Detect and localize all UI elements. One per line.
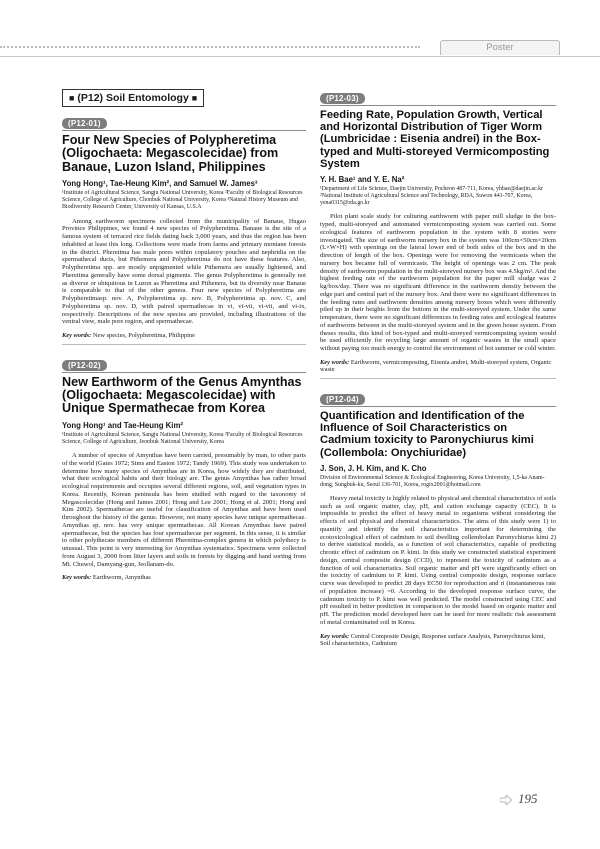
keywords-label: Key words: (62, 574, 92, 582)
header-dotted-rule (0, 46, 420, 48)
keywords-label: Key words: (320, 358, 350, 366)
tag-rule (62, 130, 306, 131)
article-abstract: Heavy metal toxicity is highly related to physical and chemical characteristics of soils such as soil organic matter, clay, pH, and cation exchange capacity (CEC). It is impossible to predict the effect of heavy metal to organisms without considering the effects of soil physical and chemical characteristics. The aims of this study were 1) to quantify and identify the soil characteristics important for determining the ecotoxicological effect of cadmium to soil dwelling collembolan Paronychiurus kimi 2) to derive statistical models, as a function of soil characteristics, capable of predicting chronic effect of cadmium on P. kimi. In this study we constructed statistical experiment design, central composite design (CCD), to represent the toxicity of cadmium as a function of soil characteristics. Soil organic matter and pH were significantly effect on the toxicity of cadmium to P. kimi. Using central composite design, response surface curve was developed to predict 28 days EC50 for reproduction and ri (instantaneous rate of population increase) =0. According to the developed response surface curve, the cadmium toxicity to P. kimi was well predicted. The model constructed using CEC and pH resulted in better prediction in comparison to the model based on organic matter and pH. The prediction model developed here can be used for more realistic risk assessment of metal contaminated soil in Korea. (320, 494, 556, 626)
article-affiliations: ¹Department of Life Science, Daejin University, Pocheon 487-711, Korea, yhbae@daejin.ac.kr ²National Institute of Agricultural Science and Technology, RDA, Suwon 441-707, Korea, yena0315@rda.go.kr (320, 186, 543, 207)
article-keywords (320, 633, 556, 652)
article-p12-03 (320, 88, 556, 379)
article-affiliations: Division of Environmental Science & Ecological Engineering, Korea University, 1,5-ka Anam-dong, Sungbuk-ku, Seoul 136-701, Korea, rogix2001@hotmail.com (320, 474, 545, 488)
square-bullet-icon: ■ (69, 93, 75, 103)
article-authors: J. Son, J. H. Kim, and K. Cho (320, 463, 427, 473)
article-authors: Yong Hong¹, Tae-Heung Kim², and Samuel W. James³ (62, 179, 258, 189)
page-number: 195 (518, 791, 538, 806)
article-abstract: A number of species of Amynthas have been carried, presumably by man, to other parts of the world (Gates 1972; Sims and Easton 1972; Tandy 1969). This study was undertaken to determine how many species of Amynthas are in Korea, how widely they are distributed, what their ecological habits and their biology are. The genus Amynthas has rather broad ecological requirements and occupies several different regions, soil, and vegetation types in Korea. Recently, Korean peninsula has been studied with regard to the taxonomy of Megascolecidae (Hong and James 2001; Hong and Lee 2001; Hong et al. 2001; Hong and Kim 2002). Spermathecae are useful for classification of Amynthas and have been used throughout the history of the genus. However, not many species have unique spermathecae. Amynthas sp. nov. has very unique spermathecae. All Korean Amynthas have paired spermathecae, but the species has four spermathecae per segment. In this sense, it is similar to other polythecate members of different Pheretima-complex genera in which polytheсy is unusual. This point is very interesting for Amynthas systematics. Specimens were collected from August 3, 2000 from litter layers and soils in forests by digging and hand sorting from Mt. Chuwol, Damyang-gun, Jeollanam-do. (62, 452, 306, 568)
poster-tab: Poster (440, 40, 560, 55)
section-banner (62, 89, 204, 107)
article-p12-04 (320, 389, 556, 652)
article-abstract: Among earthworm specimens collected from the municipality of Banaue, Ifugao Province Philippines, we found 4 new species of Polypheretima. Banaue is the site of a famous system of terraced rice fields dating back 3,000 years, and thus the region has been inhabited at least this long. Collections were made from farms and primary montane forests in the district. Pheretima has male pores within copulatory pouches and nephridia on the spermathecal ducts, but Pithemera and Polypheretima do not have these features. Also, Polypheretima spp. are mostly unpigmented while Pithemera are usually lightened, and Pheretima generally have some dorsal pigments. The genus Polypheretima is generally not as diverse or ubiquitous in Luzon as Pheretima and Pithenera, but its diversity near Banaue is comparable to that of the other genera. Four new species of Polypheretima are Polypheretimasp. nov. A, Polypheretima sp. nov. B, Polypheretima sp. nov. C, and Polypheretima sp. nov. D, with paired spermathecae in vi, vi-vii, vi-vii, and vi-ix, respectively. Descriptions of the new species are provided, including illustrations of the ventral view, male pore region, and spermathecae. (62, 217, 306, 326)
right-column (320, 88, 556, 662)
article-authors: Y. H. Bae¹ and Y. E. Na² (320, 175, 405, 185)
article-title: Four New Species of Polypheretima (Oligochaeta: Megascolecidae) from Banaue, Luzon Island, Philippines (62, 133, 279, 174)
article-affiliations: ¹Institute of Agricultural Science, Sangju National University, Korea ²Faculty of Biological Resources Science, College of Agriculture, Chonbuk National University, Korea ³Natural History Museum and Biodiversity Research Center, University of Kansas, U.S.A (62, 190, 303, 211)
article-p12-01 (62, 113, 306, 345)
article-tag: (P12-03) (320, 93, 365, 104)
article-tag: (P12-01) (62, 118, 107, 129)
keywords-value: Earthworm, Amynthas (92, 574, 151, 582)
arrow-right-icon (500, 795, 512, 805)
keywords-value: New species, Polypheretima, Philippine (92, 332, 195, 339)
article-title: New Earthworm of the Genus Amynthas (Oligochaeta: Megascolecidae) with Unique Spermathecae from Korea (62, 374, 302, 416)
tag-rule (62, 372, 306, 373)
article-title: Feeding Rate, Population Growth, Vertical and Horizontal Distribution of Tiger Worm (Lumbricidae : Eisenia andrei) in the Box-typed and Multi-storeyed Vermicomposting System (320, 109, 550, 170)
square-bullet-icon: ■ (191, 93, 198, 103)
header-rule (0, 56, 600, 57)
keywords-value: Central Composite Design, Response surface Analysis, Paronychiurus kimi, Soil characteristics, Cadmium (320, 632, 546, 648)
tag-rule (320, 406, 556, 407)
article-authors: Yong Hong¹ and Tae-Heung Kim² (62, 420, 183, 430)
article-p12-02 (62, 355, 306, 586)
keywords-value: Earthworm, vermicomposting, Eisenia andrei, Multi-storeyed system, Organic waste (320, 358, 552, 374)
section-label: (P12) Soil Entomology (77, 92, 189, 104)
article-tag: (P12-04) (320, 394, 365, 405)
article-keywords (320, 359, 556, 379)
tag-rule (320, 105, 556, 106)
left-column (62, 88, 306, 596)
article-title: Quantification and Identification of the Influence of Soil Characteristics on Cadmium toxicity to Paronychiurus kimi (Collembola: Onychiuridae) (320, 409, 534, 459)
article-keywords (62, 574, 306, 586)
article-affiliations: ¹Institute of Agricultural Science, Sangju National University, Korea ²Faculty of Biological Resources Science, College of Agriculture, Jeonbuk National University, Korea (62, 431, 303, 445)
article-keywords (62, 332, 306, 345)
keywords-label: Key words: (320, 632, 350, 640)
article-abstract: Pilot plant scale study for culturing earthworm with paper mill sludge in the box-typed, multi-storeyed and automated vermicomposting system was carried out. Some ecological features of earthworm population in the system with 8 stories were investigated. The size of earthworm nursery box in the system was 100cm×50cm×20cm (L×W×H) with openings on the lateral lower end of both sides of the box and in the direction of length of the box. Openings were for removing the vermicasts when the nursery box became full of vermicasts. The height of openings was 2 cm. The peak density of earthworm population in the multi-storeyed nursery box was 4.5kg/m². And the highest feeding rate of the earthworm population for the paper mill sludge was 2 kg/box/day. There was no significant difference in the earthworm density between the edge part and central part of the nursery box. And there were no significant differences in the feeding rates and earthworm densities among nursery boxes which were differently piled up in their heights from the bottom in the multi-storeyed system. Under the same temperature, there were no significant differences in feeding rates and ecological features of earthworm between in the multi-storeyed system and in the green house system. From theses results, this kind of box-typed and multi-storeyed vermicompsting system would be used efficiently for recycling large amount of organic wastes in the small space without paying too much energy to control the environment of hot summer or cold winter. (320, 213, 556, 353)
article-tag: (P12-02) (62, 360, 107, 371)
keywords-label: Key words: (62, 332, 92, 339)
